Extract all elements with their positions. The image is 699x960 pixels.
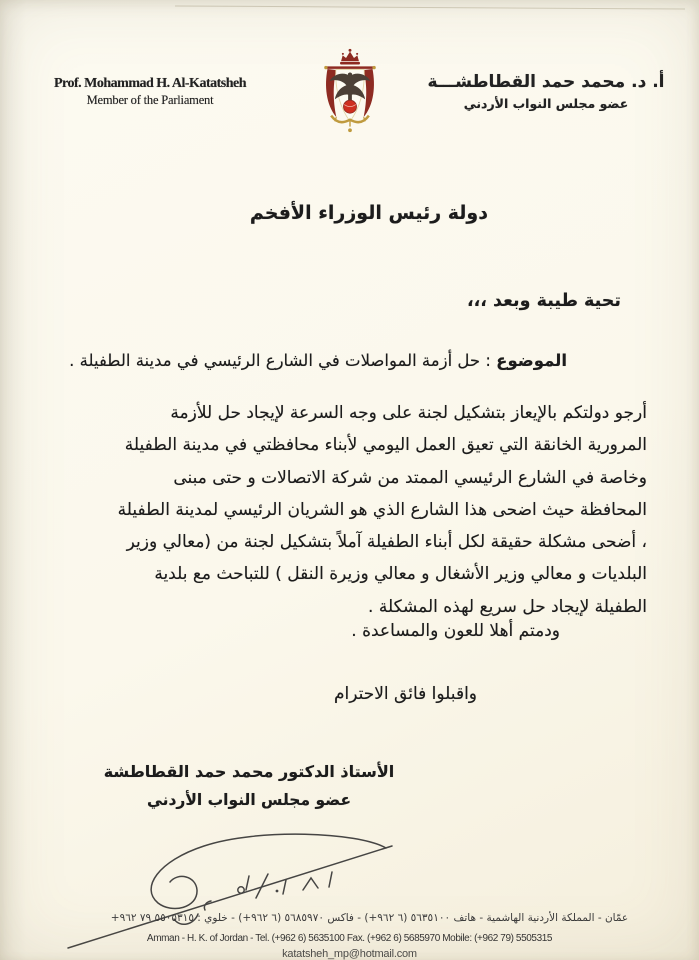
signature-block (103, 762, 395, 809)
footer-english-line: Amman - H. K. of Jordan - Tel. (+962 6) 5635100 Fax. (+962 6) 5685970 Mobile: (+962 79) 5505315 (146, 933, 553, 944)
subject-text: : حل أزمة المواصلات في الشارع الرئيسي في مدينة الطفيلة . (69, 351, 497, 370)
salutation-line: دولة رئيس الوزراء الأفخم (249, 202, 488, 224)
scan-edge-artifact (175, 5, 685, 9)
english-title: Member of the Parliament (86, 93, 214, 107)
body-line: الطفيلة لإيجاد حل سريع لهذه المشكلة . (368, 596, 647, 617)
signature-name: الأستاذ الدكتور محمد حمد القطاطشة (103, 762, 395, 781)
subject-label: الموضوع (496, 351, 567, 370)
body-line: أرجو دولتكم بالإيعاز بتشكيل لجنة على وجه السرعة لإيجاد حل للأزمة (170, 403, 647, 423)
body-line: المرورية الخانقة التي تعيق العمل اليومي لأبناء محافظتي في مدينة الطفيلة (124, 435, 647, 456)
letterhead-english (52, 76, 248, 108)
signature-title: عضو مجلس النواب الأردني (146, 791, 352, 809)
letterhead-arabic (425, 72, 667, 111)
body-line: وخاصة في الشارع الرئيسي الممتد من شركة الاتصالات و حتى مبنى (173, 467, 647, 488)
letter-body (118, 397, 647, 623)
closing-line-respect: واقبلوا فائق الاحترام (333, 684, 477, 704)
arabic-name: أ. د. محمد حمد القطاطشـــة (427, 72, 665, 92)
closing-line-help: ودمتم أهلا للعون والمساعدة . (351, 621, 560, 641)
footer-email: katatsheh_mp@hotmail.com (282, 948, 417, 960)
body-line: البلديات و معالي وزير الأشغال و معالي وزيرة النقل ) للتباحث مع بلدية (154, 564, 647, 585)
body-line: ، أضحى مشكلة حقيقة لكل أبناء الطفيلة آملاً بتشكيل لجنة من (معالي وزير (126, 532, 647, 553)
english-name: Prof. Mohammad H. Al-Katatsheh (53, 76, 246, 91)
greeting-line: تحية طيبة وبعد ،،، (467, 291, 621, 311)
jordan-coat-of-arms-icon (318, 48, 382, 136)
scan-shading-artifact (0, 0, 26, 960)
footer-arabic-line: عمّان - المملكة الأردنية الهاشمية - هاتف ٥٦٣٥١٠٠ (٦ ٩٦٢+) - فاكس ٥٦٨٥٩٧٠ (٦ ٩٦٢+) - خلوي : ٥٥٠٥٣١٥ ٧٩ ٩٦٢+ (110, 912, 629, 924)
body-line: المحافظة حيث اضحى هذا الشارع الذي هو الشريان الرئيسي لمدينة الطفيلة (117, 499, 647, 520)
arabic-title: عضو مجلس النواب الأردني (463, 96, 629, 111)
subject-line (69, 351, 567, 370)
